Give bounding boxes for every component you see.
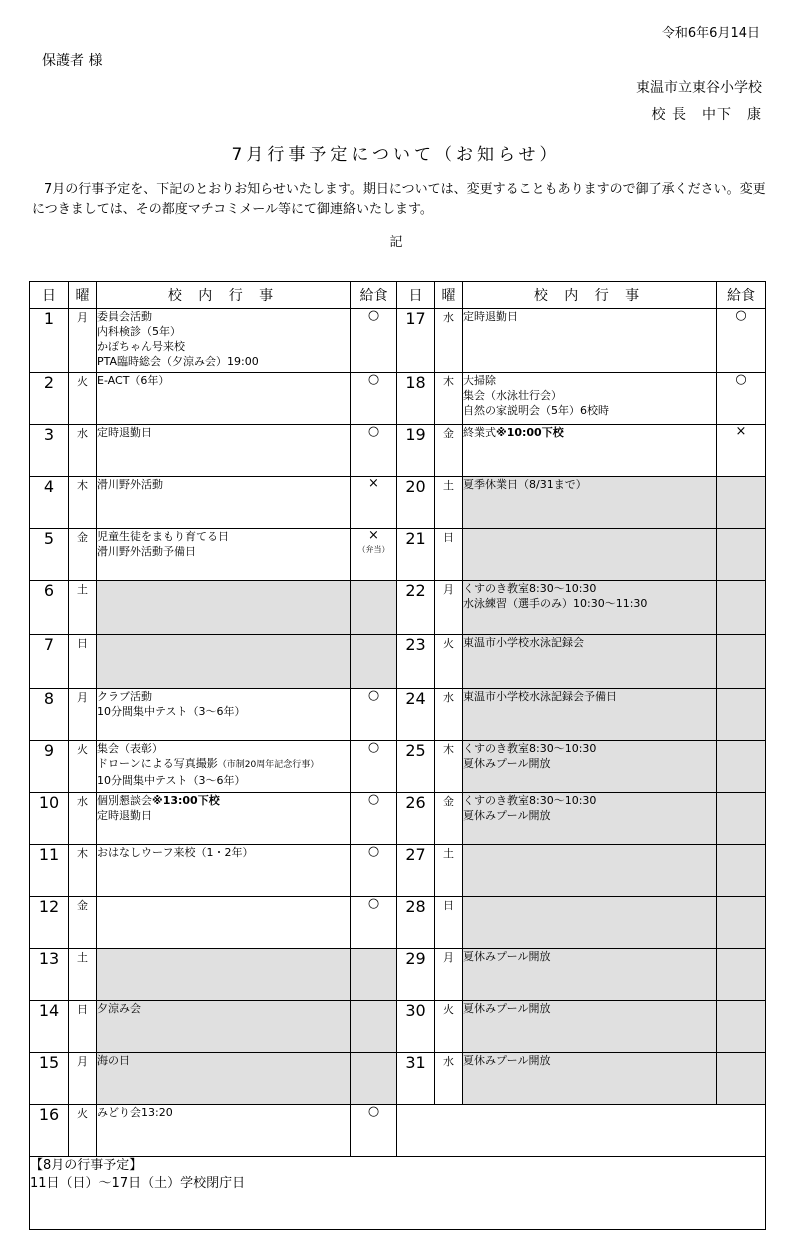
table-row [30,635,766,689]
schedule-table [29,281,766,1230]
day-cell: 11 [30,845,69,897]
weekday-cell: 日 [69,635,97,689]
event-line [463,596,716,611]
event-line [97,704,350,719]
event-line [97,741,350,756]
meal-mark: ○ [367,896,380,911]
meal-cell [351,529,397,581]
header-meal: 給食 [717,282,766,309]
event-text: 定時退勤日 [97,426,152,439]
day-cell: 2 [30,373,69,425]
events-cell [463,477,717,529]
day-cell: 13 [30,949,69,1001]
events-cell [97,309,351,373]
weekday-cell: 日 [435,529,463,581]
day-cell: 22 [397,581,435,635]
day-cell: 31 [397,1053,435,1105]
weekday-cell: 月 [69,1053,97,1105]
meal-mark: ○ [735,372,747,387]
event-line [97,354,350,369]
event-line [97,1001,350,1016]
event-text: 夏季休業日（8/31まで） [463,478,587,491]
event-text: クラブ活動 [97,690,152,703]
event-line [463,1053,716,1068]
day-cell: 28 [397,897,435,949]
events-cell [97,689,351,741]
meal-cell [351,1053,397,1105]
meal-cell [717,1053,766,1105]
event-bold-note: ※13:00下校 [152,794,220,807]
event-text: 定時退勤日 [97,809,152,822]
day-cell: 27 [397,845,435,897]
weekday-cell: 火 [69,1105,97,1157]
event-line [97,1105,350,1120]
meal-mark: ○ [367,740,380,755]
event-line [463,477,716,492]
weekday-cell: 水 [69,425,97,477]
meal-mark: ○ [735,308,747,323]
weekday-cell: 水 [435,1053,463,1105]
weekday-cell: 木 [69,845,97,897]
weekday-cell: 土 [69,949,97,1001]
weekday-cell: 日 [69,1001,97,1053]
august-row [30,1157,766,1230]
ki-mark: 記 [389,235,403,250]
table-row [30,689,766,741]
day-cell: 20 [397,477,435,529]
table-row [30,425,766,477]
events-cell [97,1001,351,1053]
event-text: 集会（表彰） [97,742,163,755]
day-cell: 9 [30,741,69,793]
event-line [97,845,350,860]
meal-cell [717,309,766,373]
meal-cell [717,845,766,897]
day-cell: 19 [397,425,435,477]
event-line [463,373,716,388]
weekday-cell: 土 [435,477,463,529]
events-cell [97,477,351,529]
event-text: 終業式 [463,426,496,439]
table-row [30,793,766,845]
empty-cell [397,1105,766,1157]
weekday-cell: 金 [435,425,463,477]
table-row [30,581,766,635]
document-date: 令和6年6月14日 [661,26,760,41]
table-header-row [30,282,766,309]
meal-cell [351,897,397,949]
events-cell [463,793,717,845]
meal-cell [351,477,397,529]
meal-cell [351,1105,397,1157]
table-row [30,373,766,425]
meal-cell [717,581,766,635]
meal-cell [717,949,766,1001]
events-cell [97,1105,351,1157]
weekday-cell: 木 [69,477,97,529]
event-text: くすのき教室8:30～10:30 [463,794,597,807]
table-row [30,741,766,793]
table-row [30,309,766,373]
events-cell [463,529,717,581]
events-cell [463,309,717,373]
meal-cell [351,635,397,689]
events-cell [97,949,351,1001]
event-line [97,773,350,788]
table-row [30,1105,766,1157]
events-cell [97,581,351,635]
event-text: 自然の家説明会（5年）6校時 [463,404,609,417]
weekday-cell: 金 [435,793,463,845]
weekday-cell: 火 [435,1001,463,1053]
weekday-cell: 日 [435,897,463,949]
day-cell: 30 [397,1001,435,1053]
meal-note: （弁当） [357,545,390,554]
august-heading: 【8月の行事予定】 [30,1158,143,1173]
header-weekday: 曜 [435,282,463,309]
day-cell: 26 [397,793,435,845]
weekday-cell: 火 [69,373,97,425]
event-bold-note: ※10:00下校 [496,426,564,439]
event-text: 夕涼み会 [97,1002,141,1015]
event-small-note: （市制20周年記念行事） [217,760,320,770]
event-text: 児童生徒をまもり育てる日 [97,530,229,543]
events-cell [97,1053,351,1105]
event-line [97,756,350,773]
meal-cell [351,425,397,477]
events-cell [463,1053,717,1105]
events-cell [463,581,717,635]
events-cell [463,897,717,949]
event-text: 10分間集中テスト（3～6年） [97,774,246,787]
event-line [463,741,716,756]
header-events: 校 内 行 事 [463,282,717,309]
meal-cell [717,373,766,425]
day-cell: 18 [397,373,435,425]
event-text: かぽちゃん号来校 [97,340,185,353]
events-cell [463,1001,717,1053]
weekday-cell: 月 [435,581,463,635]
day-cell: 5 [30,529,69,581]
event-text: 委員会活動 [97,310,152,323]
day-cell: 10 [30,793,69,845]
events-cell [97,529,351,581]
weekday-cell: 月 [435,949,463,1001]
header-meal: 給食 [351,282,397,309]
meal-cell [351,793,397,845]
weekday-cell: 木 [435,741,463,793]
weekday-cell: 金 [69,897,97,949]
event-line [463,388,716,403]
meal-mark: × [735,424,747,439]
events-cell [97,793,351,845]
day-cell: 6 [30,581,69,635]
event-text: ドローンによる写真撮影 [97,757,218,770]
event-text: 水泳練習（選手のみ）10:30～11:30 [463,597,648,610]
event-text: 内科検診（5年） [97,325,181,338]
event-text: 個別懇談会 [97,794,152,807]
meal-cell [717,741,766,793]
meal-mark: ○ [367,688,380,703]
events-cell [463,949,717,1001]
event-text: PTA臨時総会（夕涼み会）19:00 [97,355,259,368]
events-cell [97,635,351,689]
table-row [30,1053,766,1105]
weekday-cell: 土 [435,845,463,897]
meal-mark: × [368,476,379,491]
event-text: くすのき教室8:30～10:30 [463,582,597,595]
meal-mark: × [368,528,379,543]
events-cell [463,741,717,793]
day-cell: 1 [30,309,69,373]
header-events: 校 内 行 事 [97,282,351,309]
meal-cell [351,373,397,425]
meal-cell [717,529,766,581]
meal-cell [717,689,766,741]
header-day: 日 [397,282,435,309]
event-line [97,425,350,440]
event-line [97,477,350,492]
weekday-cell: 水 [435,309,463,373]
event-text: 海の日 [97,1054,130,1067]
events-cell [463,425,717,477]
table-row [30,477,766,529]
event-text: 定時退勤日 [463,310,518,323]
event-line [97,529,350,544]
principal-name: 校 長 中下 康 [651,107,762,123]
august-schedule [30,1157,766,1230]
meal-cell [717,425,766,477]
weekday-cell: 金 [69,529,97,581]
event-line [463,581,716,596]
event-text: 夏休みプール開放 [463,1054,551,1067]
weekday-cell: 火 [435,635,463,689]
table-row [30,897,766,949]
event-text: おはなしウーフ来校（1・2年） [97,846,254,859]
meal-cell [351,581,397,635]
events-cell [97,425,351,477]
school-name: 東温市立東谷小学校 [636,80,762,96]
meal-mark: ○ [367,308,380,323]
day-cell: 12 [30,897,69,949]
meal-mark: ○ [367,792,380,807]
table-row [30,949,766,1001]
event-line [97,1053,350,1068]
meal-cell [717,635,766,689]
table-row [30,1001,766,1053]
event-line [97,793,350,808]
events-cell [463,635,717,689]
meal-cell [351,689,397,741]
event-line [97,373,350,388]
day-cell: 15 [30,1053,69,1105]
event-line [463,403,716,418]
day-cell: 4 [30,477,69,529]
weekday-cell: 水 [435,689,463,741]
header-day: 日 [30,282,69,309]
event-line [463,635,716,650]
events-cell [97,897,351,949]
event-line [97,309,350,324]
event-line [97,808,350,823]
weekday-cell: 月 [69,689,97,741]
event-text: 東温市小学校水泳記録会 [463,636,584,649]
event-line [463,949,716,964]
event-text: E-ACT（6年） [97,374,170,387]
day-cell: 7 [30,635,69,689]
day-cell: 29 [397,949,435,1001]
meal-cell [351,845,397,897]
event-text: 10分間集中テスト（3～6年） [97,705,246,718]
meal-cell [351,309,397,373]
weekday-cell: 土 [69,581,97,635]
meal-mark: ○ [367,372,380,387]
event-line [463,689,716,704]
event-text: みどり会13:20 [97,1106,173,1119]
event-text: 夏休みプール開放 [463,757,551,770]
event-line [463,808,716,823]
day-cell: 8 [30,689,69,741]
meal-cell [717,793,766,845]
event-line [97,324,350,339]
meal-cell [351,1001,397,1053]
weekday-cell: 水 [69,793,97,845]
intro-paragraph: 7月の行事予定を、下記のとおりお知らせいたします。期日については、変更することもありますので御了承ください。変更につきましては、その都度マチコミメール等にて御連絡いたします。 [32,182,766,217]
day-cell: 24 [397,689,435,741]
weekday-cell: 木 [435,373,463,425]
events-cell [463,689,717,741]
table-row [30,529,766,581]
day-cell: 21 [397,529,435,581]
day-cell: 23 [397,635,435,689]
recipient: 保護者 様 [42,53,103,69]
event-line [463,309,716,324]
event-text: 夏休みプール開放 [463,809,551,822]
document-title: 7月行事予定について（お知らせ） [231,145,561,165]
event-text: 東温市小学校水泳記録会予備日 [463,690,617,703]
august-line: 11日（日）～17日（土）学校閉庁日 [30,1176,246,1191]
event-text: 滑川野外活動 [97,478,163,491]
meal-cell [717,1001,766,1053]
event-line [97,339,350,354]
event-text: 大掃除 [463,374,496,387]
events-cell [97,373,351,425]
day-cell: 16 [30,1105,69,1157]
events-cell [97,741,351,793]
meal-cell [351,949,397,1001]
event-line [463,793,716,808]
event-text: 夏休みプール開放 [463,950,551,963]
weekday-cell: 火 [69,741,97,793]
events-cell [463,373,717,425]
meal-cell [717,897,766,949]
event-line [97,689,350,704]
event-line [463,756,716,771]
event-line [463,1001,716,1016]
day-cell: 3 [30,425,69,477]
weekday-cell: 月 [69,309,97,373]
day-cell: 14 [30,1001,69,1053]
day-cell: 17 [397,309,435,373]
event-text: 集会（水泳壮行会） [463,389,562,402]
events-cell [463,845,717,897]
event-text: 夏休みプール開放 [463,1002,551,1015]
meal-cell [351,741,397,793]
event-line [463,425,716,440]
day-cell: 25 [397,741,435,793]
event-text: 滑川野外活動予備日 [97,545,196,558]
events-cell [97,845,351,897]
table-row [30,845,766,897]
event-line [97,544,350,559]
header-weekday: 曜 [69,282,97,309]
meal-mark: ○ [367,1104,380,1119]
meal-cell [717,477,766,529]
event-text: くすのき教室8:30～10:30 [463,742,597,755]
meal-mark: ○ [367,424,380,439]
meal-mark: ○ [367,844,380,859]
